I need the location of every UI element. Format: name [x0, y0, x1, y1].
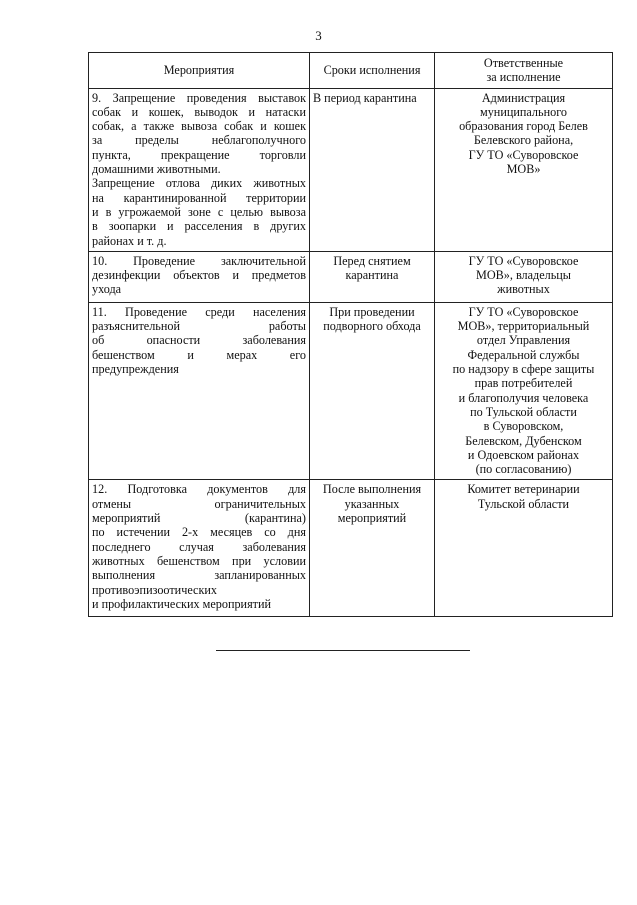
measure-line: собак, а также вывоза собак и кошек	[92, 119, 306, 134]
measure-cell	[89, 480, 310, 617]
table-header-row	[89, 53, 613, 89]
responsible-line: Комитет ветеринарии	[467, 482, 580, 497]
measure-line: об опасности заболевания	[92, 333, 306, 348]
responsible-line: муниципального	[480, 104, 567, 119]
table-row	[89, 88, 613, 251]
responsible-line: ГУ ТО «Суворовское	[468, 253, 579, 268]
measure-cell	[89, 251, 310, 302]
measure-line: ухода	[92, 282, 122, 297]
term-line: карантина	[345, 268, 399, 283]
term-line: указанных	[344, 496, 400, 511]
table-row	[89, 302, 613, 480]
measure-line: 9. Запрещение проведения выставок	[92, 90, 306, 105]
measure-line: противоэпизоотических	[92, 582, 217, 597]
term-line: После выполнения	[322, 482, 422, 497]
table-row	[89, 251, 613, 302]
measures-table	[88, 52, 613, 617]
table-row	[89, 480, 613, 617]
responsible-line: МОВ», владельцы	[475, 268, 571, 283]
responsible-cell	[435, 88, 613, 251]
responsible-line: Белевского района,	[473, 133, 574, 148]
measure-cell	[89, 302, 310, 480]
responsible-line: Федеральной службы	[467, 347, 580, 362]
header-terms: Сроки исполнения	[310, 53, 435, 89]
measure-line: предупреждения	[92, 362, 179, 377]
term-line: В период карантина	[313, 90, 417, 105]
measure-line: отмены ограничительных	[92, 496, 306, 511]
measure-line: районах и т. д.	[92, 233, 167, 248]
measure-line: собак и кошек, выводок и натаски	[92, 104, 306, 119]
term-line: Перед снятием	[333, 253, 411, 268]
measure-line: в зоопарки и расселения в других	[92, 219, 306, 234]
measure-line: домашними животными.	[92, 162, 221, 177]
measure-line: Запрещение отлова диких животных	[92, 176, 306, 191]
measure-line: и в угрожаемой зоне с целью вывоза	[92, 204, 306, 219]
responsible-line: и Одоевском районах	[467, 447, 580, 462]
measure-line: на карантинированной территории	[92, 190, 306, 205]
measure-line: выполнения запланированных	[92, 568, 306, 583]
measure-line: животных бешенством при условии	[92, 553, 306, 568]
responsible-line: по Тульской области	[470, 404, 577, 419]
term-line: подворного обхода	[323, 319, 421, 334]
responsible-line: по надзору в сфере защиты	[452, 362, 595, 377]
measure-line: дезинфекции объектов и предметов	[92, 268, 306, 283]
responsible-line: Белевском, Дубенском	[465, 433, 582, 448]
page-number: 3	[315, 28, 322, 43]
measure-line: за пределы неблагополучного	[92, 133, 306, 148]
responsible-line: отдел Управления	[476, 333, 571, 348]
responsible-line: в Суворовском,	[483, 419, 564, 434]
header-measures: Мероприятия	[89, 53, 310, 89]
measure-cell	[89, 88, 310, 251]
signature-separator-line	[216, 650, 470, 651]
responsible-line: ГУ ТО «Суворовское	[468, 304, 579, 319]
header-responsible-line: Ответственные	[483, 56, 564, 70]
responsible-line: Тульской области	[477, 496, 570, 511]
responsible-line: (по согласованию)	[475, 462, 572, 477]
term-cell	[310, 251, 435, 302]
measure-line: мероприятий (карантина)	[92, 511, 306, 526]
term-cell	[310, 302, 435, 480]
term-line: мероприятий	[337, 511, 407, 526]
term-line: При проведении	[329, 304, 415, 319]
measure-line: 12. Подготовка документов для	[92, 482, 306, 497]
responsible-cell	[435, 251, 613, 302]
responsible-cell	[435, 480, 613, 617]
term-cell	[310, 480, 435, 617]
header-responsible-line: за исполнение	[486, 70, 561, 85]
responsible-line: МОВ», территориальный	[457, 319, 590, 334]
measure-line: пункта, прекращение торговли	[92, 147, 306, 162]
responsible-line: образования город Белев	[459, 119, 588, 134]
responsible-line: Администрация	[481, 90, 566, 105]
responsible-line: животных	[497, 282, 550, 297]
term-cell	[310, 88, 435, 251]
measure-line: разъяснительной работы	[92, 319, 306, 334]
header-responsible	[435, 53, 613, 89]
measure-line: бешенством и мерах его	[92, 347, 306, 362]
measure-line: последнего случая заболевания	[92, 539, 306, 554]
measure-line: и профилактических мероприятий	[92, 596, 272, 611]
responsible-line: МОВ»	[506, 162, 541, 177]
responsible-line: прав потребителей	[474, 376, 573, 391]
measure-line: по истечении 2-х месяцев со дня	[92, 525, 306, 540]
responsible-line: ГУ ТО «Суворовское	[468, 147, 579, 162]
measure-line: 11. Проведение среди населения	[92, 304, 306, 319]
responsible-cell	[435, 302, 613, 480]
responsible-line: и благополучия человека	[458, 390, 589, 405]
measure-line: 10. Проведение заключительной	[92, 253, 306, 268]
